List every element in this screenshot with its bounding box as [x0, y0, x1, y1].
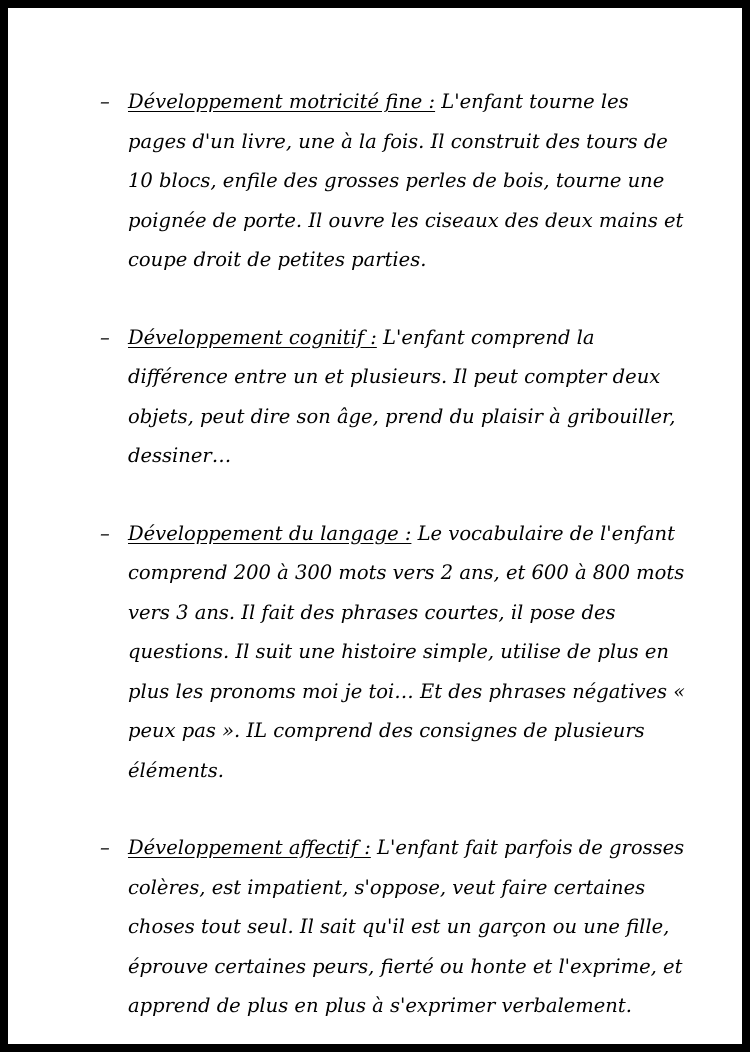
- section-text: L'enfant tourne les pages d'un livre, une à la fois. Il construit des tours de 10 blocs, enfile des grosses perles de bois, tourne une poignée de porte. Il ouvre les ciseaux des deux mains et coupe droit de petites parties.: [128, 90, 684, 271]
- section-heading: Développement cognitif :: [128, 325, 377, 349]
- section-text: L'enfant comprend la différence entre un et plusieurs. Il peut compter deux objets, peut dire son âge, prend du plaisir à gribouiller, dessiner…: [128, 325, 676, 467]
- section-text: Le vocabulaire de l'enfant comprend 200 à 300 mots vers 2 ans, et 600 à 800 mots vers 3 ans. Il fait des phrases courtes, il pose des questions. Il suit une histoire simple, utilise de plus en plus les pronoms moi je toi… Et des phrases négatives « peux pas ». IL comprend des consignes de plusieurs éléments.: [128, 521, 686, 782]
- bullet-dash: –: [100, 836, 110, 859]
- section-affective: [100, 828, 690, 1026]
- section-cognitive: [100, 318, 690, 476]
- bullet-dash: –: [100, 90, 110, 113]
- section-text: L'enfant fait parfois de grosses colères, est impatient, s'oppose, veut faire certaines choses tout seul. Il sait qu'il est un garçon ou une fille, éprouve certaines peurs, fierté ou honte et l'exprime, et apprend de plus en plus à s'exprimer verbalement.: [128, 836, 685, 1017]
- bullet-dash: –: [100, 521, 110, 545]
- section-language: [100, 514, 690, 791]
- section-list: [100, 82, 690, 1064]
- section-heading: Développement motricité fine :: [128, 90, 436, 113]
- section-heading: Développement du langage :: [128, 521, 412, 545]
- section-fine-motor: [100, 82, 690, 280]
- bullet-dash: –: [100, 325, 110, 349]
- section-heading: Développement affectif :: [128, 836, 371, 859]
